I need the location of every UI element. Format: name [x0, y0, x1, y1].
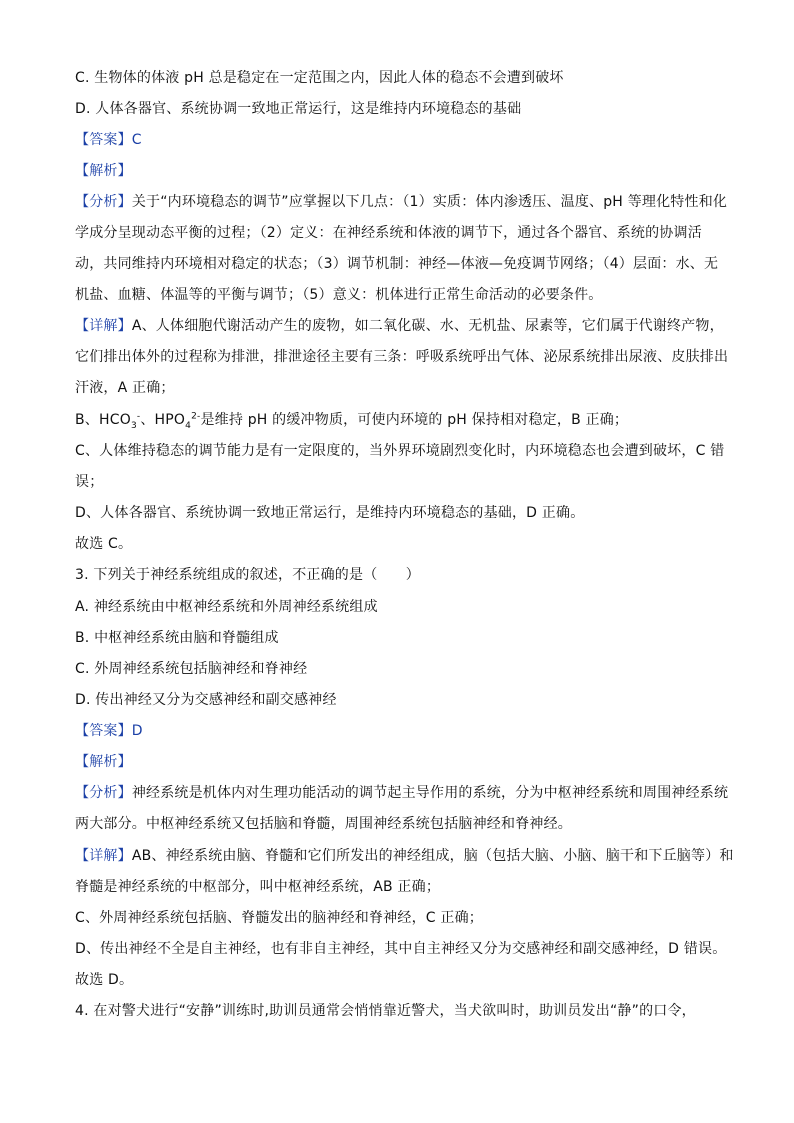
prev-detail-line-1: 【详解】A、人体细胞代谢活动产生的废物，如二氧化碳、水、无机盐、尿素等，它们属于代谢终产物，	[75, 318, 724, 334]
prev-analysis-line-3: 动，共同维持内环境相对稳定的状态；（3）调节机制：神经—体液—免疫调节网络；（4）层面：水、无	[75, 256, 719, 272]
prev-answer	[75, 130, 142, 150]
answer-tag: 【答案】D	[75, 723, 143, 739]
q3-detail-line-2: 脊髓是神经系统的中枢部分，叫中枢神经系统，AB 正确；	[75, 879, 441, 895]
q3-option-d: D. 传出神经又分为交感神经和副交感神经	[75, 692, 337, 708]
q3-detail-line-3: C、外周神经系统包括脑、脊髓发出的脑神经和脊神经，C 正确；	[75, 910, 483, 926]
prev-detail-b: B、$HCO_3^-$、$HPO_4^{2-}$是维持 pH 的缓冲物质，可使内环境的 pH 保持相对稳定，B 正确；	[75, 411, 629, 431]
q3-detail-line-1: 【详解】AB、神经系统由脑、脊髓和它们所发出的神经组成，脑（包括大脑、小脑、脑干和下丘脑等）和	[75, 848, 734, 864]
prev-detail-line-3: 汗液，A 正确；	[75, 380, 175, 396]
q3-option-b: B. 中枢神经系统由脑和脊髓组成	[75, 630, 279, 646]
prev-detail-d: D、人体各器官、系统协调一致地正常运行，是维持内环境稳态的基础，D 正确。	[75, 505, 585, 521]
analysis-tag: 【分析】	[75, 785, 132, 801]
q3-stem: 3. 下列关于神经系统组成的叙述，不正确的是（ ）	[75, 567, 421, 583]
analysis-tag: 【分析】	[75, 194, 132, 210]
q3-answer	[75, 721, 143, 741]
prev-detail-c-line-1: C、人体维持稳态的调节能力是有一定限度的，当外界环境剧烈变化时，内环境稳态也会遭到破坏，C 错	[75, 443, 725, 459]
q3-analysis-line-2: 两大部分。中枢神经系统又包括脑和脊髓，周围神经系统包括脑神经和脊神经。	[75, 816, 572, 832]
prev-conclusion: 故选 C。	[75, 536, 133, 552]
prev-option-c: C. 生物体的体液 pH 总是稳定在一定范围之内，因此人体的稳态不会遭到破坏	[75, 70, 564, 86]
q3-option-c: C. 外周神经系统包括脑神经和脊神经	[75, 661, 308, 677]
detail-tag: 【详解】	[75, 848, 132, 864]
detail-tag: 【详解】	[75, 318, 132, 334]
q3-option-a: A. 神经系统由中枢神经系统和外周神经系统组成	[75, 599, 378, 615]
prev-analysis-line-1: 【分析】关于“内环境稳态的调节”应掌握以下几点：（1）实质：体内渗透压、温度、pH 等理化特性和化	[75, 194, 728, 210]
q3-conclusion: 故选 D。	[75, 972, 134, 988]
prev-option-d: D. 人体各器官、系统协调一致地正常运行，这是维持内环境稳态的基础	[75, 101, 522, 117]
prev-analysis-label: 【解析】	[75, 163, 132, 179]
q3-detail-line-4: D、传出神经不全是自主神经，也有非自主神经，其中自主神经又分为交感神经和副交感神经，D 错误。	[75, 941, 727, 957]
answer-tag: 【答案】C	[75, 132, 142, 148]
q3-analysis-line-1: 【分析】神经系统是机体内对生理功能活动的调节起主导作用的系统，分为中枢神经系统和周围神经系统	[75, 785, 729, 801]
q4-stem: 4. 在对警犬进行“安静”训练时,助训员通常会悄悄靠近警犬，当犬欲叫时，助训员发出“静”的口令，	[75, 1003, 696, 1019]
prev-analysis-line-4: 机盐、血糖、体温等的平衡与调节；（5）意义：机体进行正常生命活动的必要条件。	[75, 287, 603, 303]
prev-analysis-line-2: 学成分呈现动态平衡的过程；（2）定义：在神经系统和体液的调节下，通过各个器官、系统的协调活	[75, 225, 702, 241]
prev-detail-line-2: 它们排出体外的过程称为排泄，排泄途径主要有三条：呼吸系统呼出气体、泌尿系统排出尿液、皮肤排出	[75, 349, 729, 365]
prev-detail-c-line-2: 误；	[75, 474, 104, 490]
q3-analysis-label: 【解析】	[75, 754, 132, 770]
